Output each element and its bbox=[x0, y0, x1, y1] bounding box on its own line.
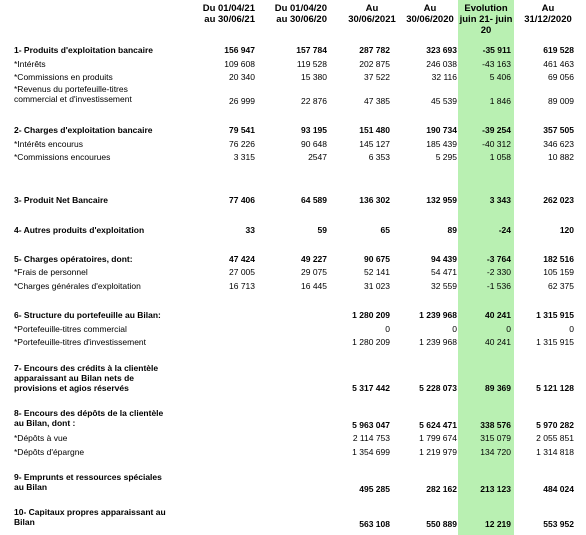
row-label: *Intérêts bbox=[14, 59, 46, 69]
cell-value: 550 889 bbox=[426, 519, 457, 529]
cell-value: 5 295 bbox=[435, 152, 457, 162]
cell-value: 246 038 bbox=[426, 59, 457, 69]
row-label: *Portefeuille-titres commercial bbox=[14, 324, 127, 334]
cell-value: 10 882 bbox=[548, 152, 574, 162]
cell-value: 40 241 bbox=[485, 337, 511, 347]
cell-value: 1 314 818 bbox=[536, 447, 574, 457]
cell-value: 64 589 bbox=[301, 195, 327, 205]
cell-value: 3 315 bbox=[233, 152, 255, 162]
cell-value: 323 693 bbox=[426, 45, 457, 55]
row-label: 6- Structure du portefeuille au Bilan: bbox=[14, 310, 161, 320]
cell-value: 461 463 bbox=[543, 59, 574, 69]
cell-value: 65 bbox=[380, 225, 390, 235]
row-label: *Charges générales d'exploitation bbox=[14, 281, 141, 291]
cell-value: 12 219 bbox=[485, 519, 511, 529]
cell-value: 5 624 471 bbox=[419, 420, 457, 430]
cell-value: 151 480 bbox=[359, 125, 390, 135]
cell-value: 0 bbox=[452, 324, 457, 334]
cell-value: 1 239 968 bbox=[419, 310, 457, 320]
cell-value: 6 353 bbox=[368, 152, 390, 162]
cell-value: 89 369 bbox=[485, 383, 511, 393]
row-label: *Intérêts encourus bbox=[14, 139, 83, 149]
cell-value: 59 bbox=[317, 225, 327, 235]
cell-value: 120 bbox=[559, 225, 574, 235]
header-evolution: Evolution juin 21- juin 20 bbox=[459, 3, 513, 36]
row-label: *Dépôts à vue bbox=[14, 433, 68, 443]
cell-value: 282 162 bbox=[426, 484, 457, 494]
cell-value: -1 536 bbox=[486, 281, 511, 291]
cell-value: 619 528 bbox=[543, 45, 574, 55]
cell-value: 49 227 bbox=[301, 254, 327, 264]
row-label: *Commissions en produits bbox=[14, 72, 113, 82]
cell-value: 32 559 bbox=[431, 281, 457, 291]
cell-value: 79 541 bbox=[229, 125, 255, 135]
row-label: 8- Encours des dépôts de la clientèle au Bilan, dont : bbox=[14, 408, 164, 428]
cell-value: 1 280 209 bbox=[352, 310, 390, 320]
cell-value: 1 315 915 bbox=[536, 337, 574, 347]
cell-value: 5 228 073 bbox=[419, 383, 457, 393]
cell-value: 32 116 bbox=[431, 72, 457, 82]
cell-value: 262 023 bbox=[543, 195, 574, 205]
row-label: *Commissions encourues bbox=[14, 152, 111, 162]
header-period-2021: Du 01/04/21 au 30/06/21 bbox=[202, 3, 255, 25]
cell-value: 76 226 bbox=[229, 139, 255, 149]
cell-value: 16 713 bbox=[229, 281, 255, 291]
cell-value: 90 648 bbox=[301, 139, 327, 149]
cell-value: -40 312 bbox=[482, 139, 511, 149]
cell-value: 31 023 bbox=[364, 281, 390, 291]
cell-value: 1 315 915 bbox=[536, 310, 574, 320]
cell-value: 89 bbox=[447, 225, 457, 235]
row-label: 7- Encours des crédits à la clientèle apparaissant au Bilan nets de provisions et agios réservés bbox=[14, 363, 159, 393]
cell-value: 33 bbox=[245, 225, 255, 235]
cell-value: 77 406 bbox=[229, 195, 255, 205]
cell-value: 5 121 128 bbox=[536, 383, 574, 393]
cell-value: 27 005 bbox=[229, 267, 255, 277]
cell-value: 145 127 bbox=[359, 139, 390, 149]
header-period-2020: Du 01/04/20 au 30/06/20 bbox=[274, 3, 327, 25]
row-label: 3- Produit Net Bancaire bbox=[14, 195, 108, 205]
cell-value: 119 528 bbox=[296, 59, 327, 69]
cell-value: 93 195 bbox=[301, 125, 327, 135]
cell-value: 553 952 bbox=[543, 519, 574, 529]
cell-value: 0 bbox=[385, 324, 390, 334]
cell-value: -39 254 bbox=[482, 125, 511, 135]
row-label: *Frais de personnel bbox=[14, 267, 88, 277]
row-label: 1- Produits d'exploitation bancaire bbox=[14, 45, 153, 55]
cell-value: 5 963 047 bbox=[352, 420, 390, 430]
header-at-30-06-2020: Au 30/06/2020 bbox=[406, 3, 454, 25]
row-label: 9- Emprunts et ressources spéciales au Bilan bbox=[14, 472, 162, 492]
row-label: 2- Charges d'exploitation bancaire bbox=[14, 125, 153, 135]
cell-value: 109 608 bbox=[224, 59, 255, 69]
cell-value: 1 058 bbox=[489, 152, 511, 162]
row-label: 5- Charges opératoires, dont: bbox=[14, 254, 133, 264]
cell-value: 15 380 bbox=[301, 72, 327, 82]
cell-value: 5 970 282 bbox=[536, 420, 574, 430]
cell-value: 185 439 bbox=[426, 139, 457, 149]
cell-value: 0 bbox=[569, 324, 574, 334]
cell-value: 1 354 699 bbox=[352, 447, 390, 457]
cell-value: 338 576 bbox=[480, 420, 511, 430]
cell-value: 52 141 bbox=[364, 267, 390, 277]
cell-value: 40 241 bbox=[485, 310, 511, 320]
cell-value: 22 876 bbox=[301, 96, 327, 106]
cell-value: 69 056 bbox=[548, 72, 574, 82]
cell-value: 484 024 bbox=[543, 484, 574, 494]
cell-value: 1 846 bbox=[489, 96, 511, 106]
cell-value: 0 bbox=[506, 324, 511, 334]
cell-value: 132 959 bbox=[426, 195, 457, 205]
header-at-30-06-2021: Au 30/06/2021 bbox=[348, 3, 396, 25]
cell-value: 47 385 bbox=[364, 96, 390, 106]
cell-value: 1 219 979 bbox=[419, 447, 457, 457]
cell-value: 346 623 bbox=[543, 139, 574, 149]
cell-value: 315 079 bbox=[480, 433, 511, 443]
cell-value: 45 539 bbox=[431, 96, 457, 106]
cell-value: 136 302 bbox=[359, 195, 390, 205]
cell-value: 2547 bbox=[308, 152, 327, 162]
cell-value: 563 108 bbox=[359, 519, 390, 529]
cell-value: 182 516 bbox=[543, 254, 574, 264]
cell-value: 495 285 bbox=[359, 484, 390, 494]
cell-value: 89 009 bbox=[548, 96, 574, 106]
cell-value: 26 999 bbox=[229, 96, 255, 106]
cell-value: 90 675 bbox=[364, 254, 390, 264]
cell-value: 287 782 bbox=[359, 45, 390, 55]
cell-value: -3 764 bbox=[486, 254, 511, 264]
row-label: 10- Capitaux propres apparaissant au Bilan bbox=[14, 507, 166, 527]
cell-value: 29 075 bbox=[301, 267, 327, 277]
cell-value: 20 340 bbox=[229, 72, 255, 82]
cell-value: 190 734 bbox=[426, 125, 457, 135]
cell-value: 3 343 bbox=[489, 195, 511, 205]
cell-value: 1 799 674 bbox=[419, 433, 457, 443]
cell-value: -43 163 bbox=[482, 59, 511, 69]
cell-value: 2 114 753 bbox=[352, 433, 390, 443]
row-label: *Portefeuille-titres d'investissement bbox=[14, 337, 147, 347]
cell-value: 16 445 bbox=[301, 281, 327, 291]
cell-value: 357 505 bbox=[543, 125, 574, 135]
row-label: *Revenus du portefeuille-titres commercial et d'investissement bbox=[14, 84, 132, 104]
cell-value: 213 123 bbox=[480, 484, 511, 494]
cell-value: 202 875 bbox=[359, 59, 390, 69]
cell-value: 156 947 bbox=[224, 45, 255, 55]
cell-value: 134 720 bbox=[480, 447, 511, 457]
cell-value: 47 424 bbox=[229, 254, 255, 264]
cell-value: 157 784 bbox=[296, 45, 327, 55]
row-label: *Dépôts d'épargne bbox=[14, 447, 85, 457]
cell-value: -35 911 bbox=[482, 45, 511, 55]
cell-value: 37 522 bbox=[364, 72, 390, 82]
cell-value: 5 406 bbox=[489, 72, 511, 82]
header-at-31-12-2020: Au 31/12/2020 bbox=[524, 3, 572, 25]
cell-value: 54 471 bbox=[431, 267, 457, 277]
cell-value: 1 280 209 bbox=[352, 337, 390, 347]
cell-value: -2 330 bbox=[486, 267, 511, 277]
cell-value: 94 439 bbox=[431, 254, 457, 264]
cell-value: 62 375 bbox=[548, 281, 574, 291]
cell-value: 5 317 442 bbox=[352, 383, 390, 393]
cell-value: -24 bbox=[498, 225, 511, 235]
row-label: 4- Autres produits d'exploitation bbox=[14, 225, 145, 235]
cell-value: 2 055 851 bbox=[536, 433, 574, 443]
cell-value: 105 159 bbox=[543, 267, 574, 277]
cell-value: 1 239 968 bbox=[419, 337, 457, 347]
